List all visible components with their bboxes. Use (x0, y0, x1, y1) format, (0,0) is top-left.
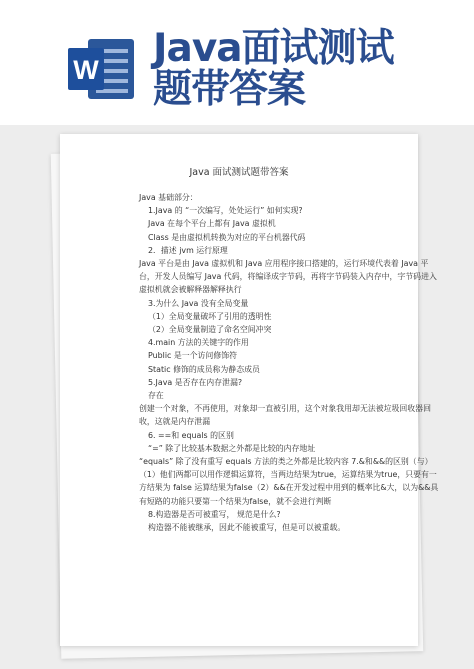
question-4: 4.main 方法的关键字的作用 (148, 338, 249, 348)
document-body (139, 191, 439, 534)
question-6: 6. ==和 equals 的区别 (148, 430, 234, 440)
answer-paragraph: 创建一个对象，不再使用，对象却一直被引用，这个对象我用却无法被垃圾回收器回收，这就是内存泄漏 (139, 404, 431, 427)
section-title: Java 基础部分： (139, 193, 198, 202)
answer-line: Java 在每个平台上都有 Java 虚拟机 (148, 219, 276, 229)
answer-line: “=” 除了比较基本数据之外都是比较的内存地址 (148, 443, 316, 453)
question-3: 3.为什么 Java 没有全局变量 (148, 298, 249, 308)
document-page (60, 134, 439, 646)
document-heading: Java 面试测试题带答案 (189, 167, 289, 178)
svg-text:W: W (73, 55, 99, 85)
question-1: 1.Java 的 “一次编写，处处运行” 如何实现? (148, 206, 303, 216)
header (0, 0, 474, 125)
question-8: 8.构造器是否可被重写， 规范是什么? (148, 509, 281, 519)
answer-line: （2）全局变量制造了命名空间冲突 (148, 325, 272, 335)
answer-paragraph: Java 平台是由 Java 虚拟机和 Java 应用程序接口搭建的，运行环境代表着 Java 平台，开发人员编写 Java 代码，将编译成字节码，再将字节码装入内存中，字节码进入虚拟机就会被解释器解释执行 (139, 259, 437, 295)
answer-paragraph: “equals” 除了没有重写 equals 方法的类之外都是比较内容 7.&和&&的区别（与） (139, 457, 433, 467)
answer-line: 存在 (148, 391, 164, 401)
page-title: Java面试测试 (153, 26, 394, 71)
page-subtitle: 题带答案 (153, 67, 306, 112)
question-5: 5.Java 是否存在内存泄漏? (148, 377, 243, 387)
answer-line: Class 是由虚拟机转换为对应的平台机器代码 (148, 232, 306, 242)
question-2: 2．描述 jvm 运行原理 (148, 245, 228, 255)
answer-paragraph: （1）他们两都可以用作逻辑运算符，当两边结果为true，运算结果为true，只要有一方结果为 false 运算结果为false（2）&&在开发过程中用到的概率比&大，以为&&具有短路的功能只要第一个结果为false，就不会进行判断 (139, 470, 439, 506)
word-icon (66, 35, 136, 103)
answer-line: （1）全局变量破坏了引用的透明性 (148, 311, 272, 321)
answer-line: Static 修饰的成员称为静态成员 (148, 364, 260, 374)
answer-line: 构造器不能被继承，因此不能被重写，但是可以被重载。 (148, 523, 346, 533)
answer-line: Public 是一个访问修饰符 (148, 351, 237, 361)
